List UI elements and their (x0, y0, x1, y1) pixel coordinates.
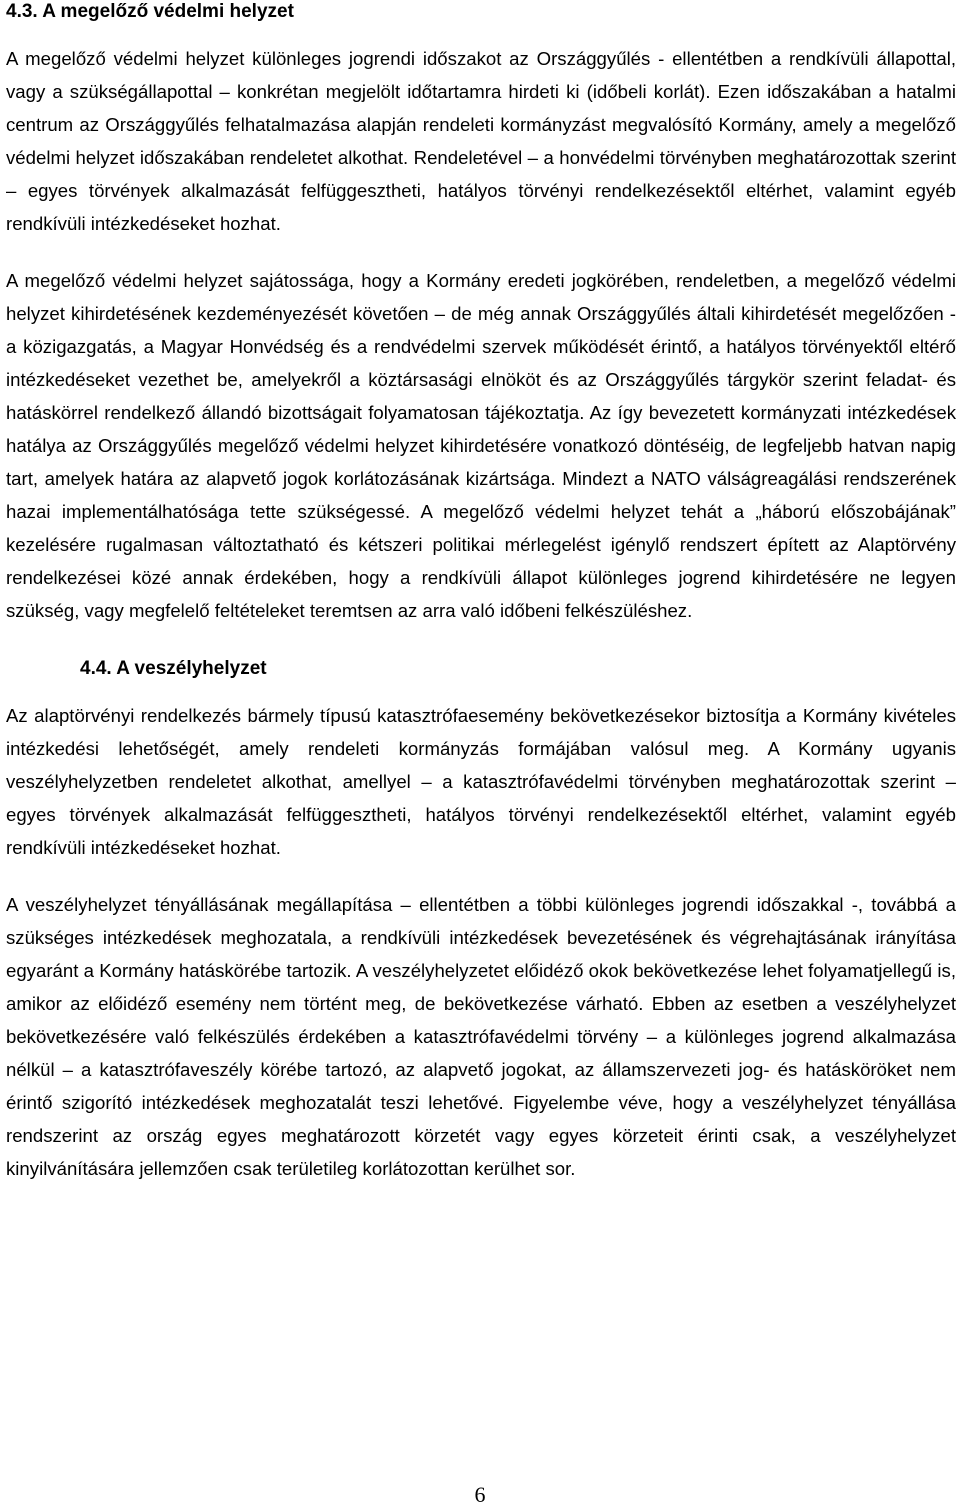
document-page (6, 0, 956, 1185)
page-number: 6 (474, 1482, 486, 1507)
body-paragraph: A megelőző védelmi helyzet sajátossága, hogy a Kormány eredeti jogkörében, rendeletben, a megelőző védelmi helyzet kihirdetésének kezdeményezését követően – de még annak Országgyűlés általi kihirdetését megelőzően - a közigazgatás, a Magyar Honvédség és a rendvédelmi szervek működését érintő, a hatályos törvényektől eltérő intézkedéseket vezethet be, amelyekről a köztársasági elnököt és az Országgyűlés tárgykör szerint feladat- és hatáskörrel rendelkező állandó bizottságait folyamatosan tájékoztatja. Az így bevezetett kormányzati intézkedések hatálya az Országgyűlés megelőző védelmi helyzet kihirdetésére vonatkozó döntéséig, de legfeljebb hatvan napig tart, amelyek határa az alapvető jogok korlátozásának kizártsága. Mindezt a NATO válságreagálási rendszerének hazai implementálhatósága tette szükségessé. A megelőző védelmi helyzet tehát a „háború előszobájának” kezelésére rugalmasan változtatható és kétszeri politikai mérlegelést igénylő rendszert épített az Alaptörvény rendelkezései közé annak érdekében, hogy a rendkívüli állapot különleges jogrend kihirdetésére ne legyen szükség, vagy megfelelő feltételeket teremtsen az arra való időbeni felkészüléshez. (6, 270, 956, 621)
body-paragraph: A megelőző védelmi helyzet különleges jogrendi időszakot az Országgyűlés - ellentétben a rendkívüli állapottal, vagy a szükségállapottal – konkrétan megjelölt időtartamra hirdeti ki (időbeli korlát). Ezen időszakában a hatalmi centrum az Országgyűlés felhatalmazása alapján rendeleti kormányzást megvalósító Kormány, amely a megelőző védelmi helyzet időszakában rendeletet alkothat. Rendeletével – a honvédelmi törvényben meghatározottak szerint – egyes törvények alkalmazását felfüggesztheti, hatályos törvényi rendelkezésektől eltérhet, valamint egyéb rendkívüli intézkedéseket hozhat. (6, 48, 956, 234)
body-paragraph: Az alaptörvényi rendelkezés bármely típusú katasztrófaesemény bekövetkezésekor biztosítja a Kormány kivételes intézkedési lehetőségét, amely rendeleti kormányzás formájában valósul meg. A Kormány ugyanis veszélyhelyzetben rendeletet alkothat, amellyel – a katasztrófavédelmi törvényben meghatározottak szerint – egyes törvények alkalmazását felfüggesztheti, hatályos törvényi rendelkezésektől eltérhet, valamint egyéb rendkívüli intézkedéseket hozhat. (6, 705, 956, 858)
section-heading: 4.4. A veszélyhelyzet (80, 658, 267, 679)
body-paragraph: A veszélyhelyzet tényállásának megállapítása – ellentétben a többi különleges jogrendi időszakkal -, továbbá a szükséges intézkedések meghozatala, a rendkívüli intézkedések bevezetésének és végrehajtásának irányítása egyaránt a Kormány hatáskörébe tartozik. A veszélyhelyzetet előidéző okok bekövetkezése lehet folyamatjellegű is, amikor az előidéző esemény nem történt meg, de bekövetkezése várható. Ebben az esetben a veszélyhelyzet bekövetkezésére való felkészülés érdekében a katasztrófavédelmi törvény – a különleges jogrend alkalmazása nélkül – a katasztrófaveszély körébe tartozó, az alapvető jogokat, az államszervezeti jog- és hatásköröket nem érintő szigorító intézkedések meghozatalát teszi lehetővé. Figyelembe véve, hogy a veszélyhelyzet tényállása rendszerint az ország egyes meghatározott körzetét vagy egyes körzeteit érinti csak, a veszélyhelyzet kinyilvánítására jellemzően csak területileg korlátozottan kerülhet sor. (6, 894, 956, 1179)
section-heading: 4.3. A megelőző védelmi helyzet (6, 1, 294, 22)
